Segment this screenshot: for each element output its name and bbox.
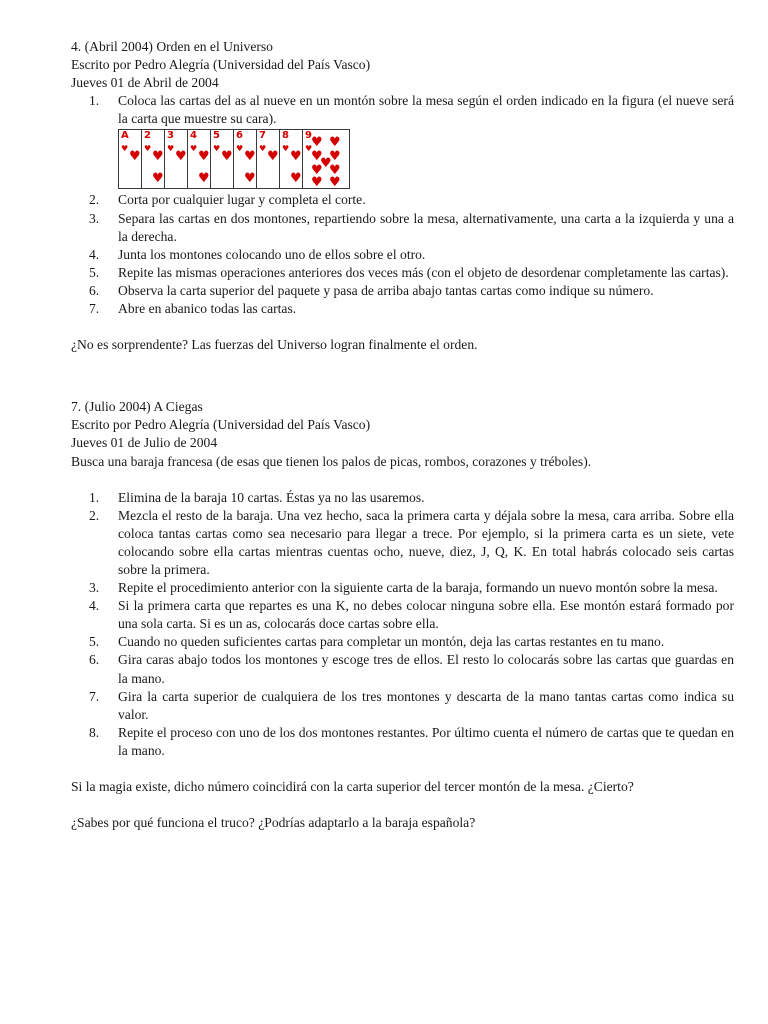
- article-1-conclusion: ¿No es sorprendente? Las fuerzas del Universo logran finalmente el orden.: [71, 337, 478, 353]
- article-1-title: 4. (Abril 2004) Orden en el Universo: [71, 39, 273, 54]
- step-number: 8.: [89, 724, 100, 740]
- list-item: [71, 724, 734, 760]
- step-number: 1.: [89, 489, 100, 505]
- heart-icon: ♥: [305, 144, 313, 154]
- list-item: [71, 688, 734, 724]
- card-rank: 5: [213, 130, 220, 142]
- step-number: 1.: [89, 93, 100, 109]
- step-number: 4.: [89, 246, 100, 262]
- article-2-title: 7. (Julio 2004) A Ciegas: [71, 399, 203, 415]
- card-rank: 6: [236, 130, 243, 142]
- list-item: [71, 191, 734, 209]
- step-text: Repite las mismas operaciones anteriores dos veces más (con el objeto de desordenar completamente las cartas).: [118, 264, 729, 280]
- heart-icon: ♥: [167, 144, 175, 154]
- step-text: Abre en abanico todas las cartas.: [118, 301, 297, 317]
- list-item: [71, 300, 734, 318]
- heart-icon: ♥: [198, 171, 210, 187]
- step-number: 3.: [89, 210, 100, 226]
- article-2-date: Jueves 01 de Julio de 2004: [71, 435, 218, 451]
- document-page: [71, 38, 734, 832]
- heart-icon: ♥: [329, 135, 341, 151]
- list-item: [71, 282, 734, 300]
- heart-icon: ♥: [213, 144, 221, 154]
- list-item: [71, 651, 734, 687]
- article-2-question: ¿Sabes por qué funciona el truco? ¿Podrías adaptarlo a la baraja española?: [71, 815, 476, 831]
- step-number: 6.: [89, 282, 100, 298]
- card-rank: 8: [282, 130, 289, 142]
- heart-icon: ♥: [329, 175, 341, 190]
- step-text: Junta los montones colocando uno de ellos sobre el otro.: [118, 246, 426, 262]
- step-text: Elimina de la baraja 10 cartas. Éstas ya no las usaremos.: [118, 489, 425, 505]
- playing-card: [302, 129, 350, 189]
- card-rank: 3: [167, 130, 174, 142]
- card-rank: 4: [190, 130, 197, 142]
- heart-icon: ♥: [244, 149, 256, 165]
- step-number: 4.: [89, 598, 100, 614]
- heart-icon: ♥: [311, 175, 323, 190]
- article-2-author: Escrito por Pedro Alegría (Universidad del País Vasco): [71, 417, 371, 433]
- list-item: [71, 489, 734, 507]
- card-rank: 7: [259, 130, 266, 142]
- list-item: [71, 246, 734, 264]
- list-item: [71, 92, 734, 128]
- heart-icon: ♥: [236, 144, 244, 154]
- list-item: [71, 633, 734, 651]
- heart-icon: ♥: [190, 144, 198, 154]
- list-item: [71, 597, 734, 633]
- heart-icon: ♥: [244, 171, 256, 187]
- heart-icon: ♥: [221, 149, 233, 165]
- article-1-author: Escrito por Pedro Alegría (Universidad del País Vasco): [71, 57, 371, 73]
- step-text: Corta por cualquier lugar y completa el corte.: [118, 192, 366, 208]
- heart-icon: ♥: [144, 144, 152, 154]
- step-text: Separa las cartas en dos montones, repartiendo sobre la mesa, alternativamente, una carta a la izquierda y una a la derecha.: [118, 210, 734, 244]
- step-number: 6.: [89, 652, 100, 668]
- heart-icon: ♥: [152, 149, 164, 165]
- heart-icon: ♥: [198, 149, 210, 165]
- list-item: [71, 264, 734, 282]
- heart-icon: ♥: [290, 149, 302, 165]
- step-number: 2.: [89, 507, 100, 523]
- heart-icon: ♥: [175, 149, 187, 165]
- article-2-conclusion: Si la magia existe, dicho número coincidirá con la carta superior del tercer montón de la mesa. ¿Cierto?: [71, 779, 634, 794]
- playing-cards-figure: [118, 128, 734, 191]
- step-text: Si la primera carta que repartes es una K, no debes colocar ninguna sobre ella. Ese montón estará formado por una sola carta. Si es un as, colocarás doce cartas sobre ella.: [118, 598, 734, 632]
- list-item: [71, 507, 734, 579]
- heart-icon: ♥: [311, 163, 323, 179]
- heart-icon: ♥: [329, 163, 341, 179]
- card-rank: 2: [144, 130, 151, 142]
- list-item: [71, 579, 734, 597]
- card-rank: A: [121, 130, 129, 142]
- step-text: Gira la carta superior de cualquiera de los tres montones y descarta de la mano tantas cartas como indica su valor.: [118, 688, 734, 722]
- heart-icon: ♥: [290, 171, 302, 187]
- article-2-intro: Busca una baraja francesa (de esas que tienen los palos de picas, rombos, corazones y tréboles).: [71, 453, 592, 469]
- heart-icon: ♥: [152, 171, 164, 187]
- step-text: Gira caras abajo todos los montones y escoge tres de ellos. El resto lo colocarás sobre las cartas que guardas en la mano.: [118, 652, 734, 686]
- step-text: Coloca las cartas del as al nueve en un montón sobre la mesa según el orden indicado en la figura (el nueve será la carta que muestre su cara).: [118, 93, 734, 127]
- article-1-steps: [71, 92, 734, 128]
- heart-icon: ♥: [311, 149, 323, 165]
- heart-icon: ♥: [329, 149, 341, 165]
- step-number: 7.: [89, 688, 100, 704]
- heart-icon: ♥: [129, 149, 141, 165]
- heart-icon: ♥: [311, 135, 323, 151]
- step-text: Observa la carta superior del paquete y pasa de arriba abajo tantas cartas como indique su número.: [118, 282, 654, 298]
- step-text: Repite el proceso con uno de los dos montones restantes. Por último cuenta el número de cartas que te quedan en la mano.: [118, 724, 734, 758]
- step-text: Repite el procedimiento anterior con la siguiente carta de la baraja, formando un nuevo montón sobre la mesa.: [118, 580, 718, 596]
- heart-icon: ♥: [121, 144, 129, 154]
- heart-icon: ♥: [259, 144, 267, 154]
- step-number: 3.: [89, 580, 100, 596]
- step-text: Cuando no queden suficientes cartas para completar un montón, deja las cartas restantes en tu mano.: [118, 634, 665, 650]
- article-1-date: Jueves 01 de Abril de 2004: [71, 75, 219, 91]
- heart-icon: ♥: [320, 156, 332, 172]
- list-item: [71, 210, 734, 246]
- article-2-steps: [71, 489, 734, 760]
- step-number: 5.: [89, 264, 100, 280]
- card-rank: 9: [305, 130, 312, 142]
- step-number: 2.: [89, 192, 100, 208]
- heart-icon: ♥: [282, 144, 290, 154]
- step-text: Mezcla el resto de la baraja. Una vez hecho, saca la primera carta y déjala sobre la mesa, cara arriba. Sobre ella coloca tantas cartas como sea necesario para llegar a trece. Por ejemplo, si la primera carta es un siete, vete colocando sobre ella cartas mientras cuentas ocho, nueve, diez, J, Q, K. En total habrás colocado seis cartas sobre la primera.: [118, 507, 734, 577]
- step-number: 5.: [89, 634, 100, 650]
- heart-icon: ♥: [267, 149, 279, 165]
- step-number: 7.: [89, 301, 100, 317]
- article-1-steps-continued: [71, 191, 734, 318]
